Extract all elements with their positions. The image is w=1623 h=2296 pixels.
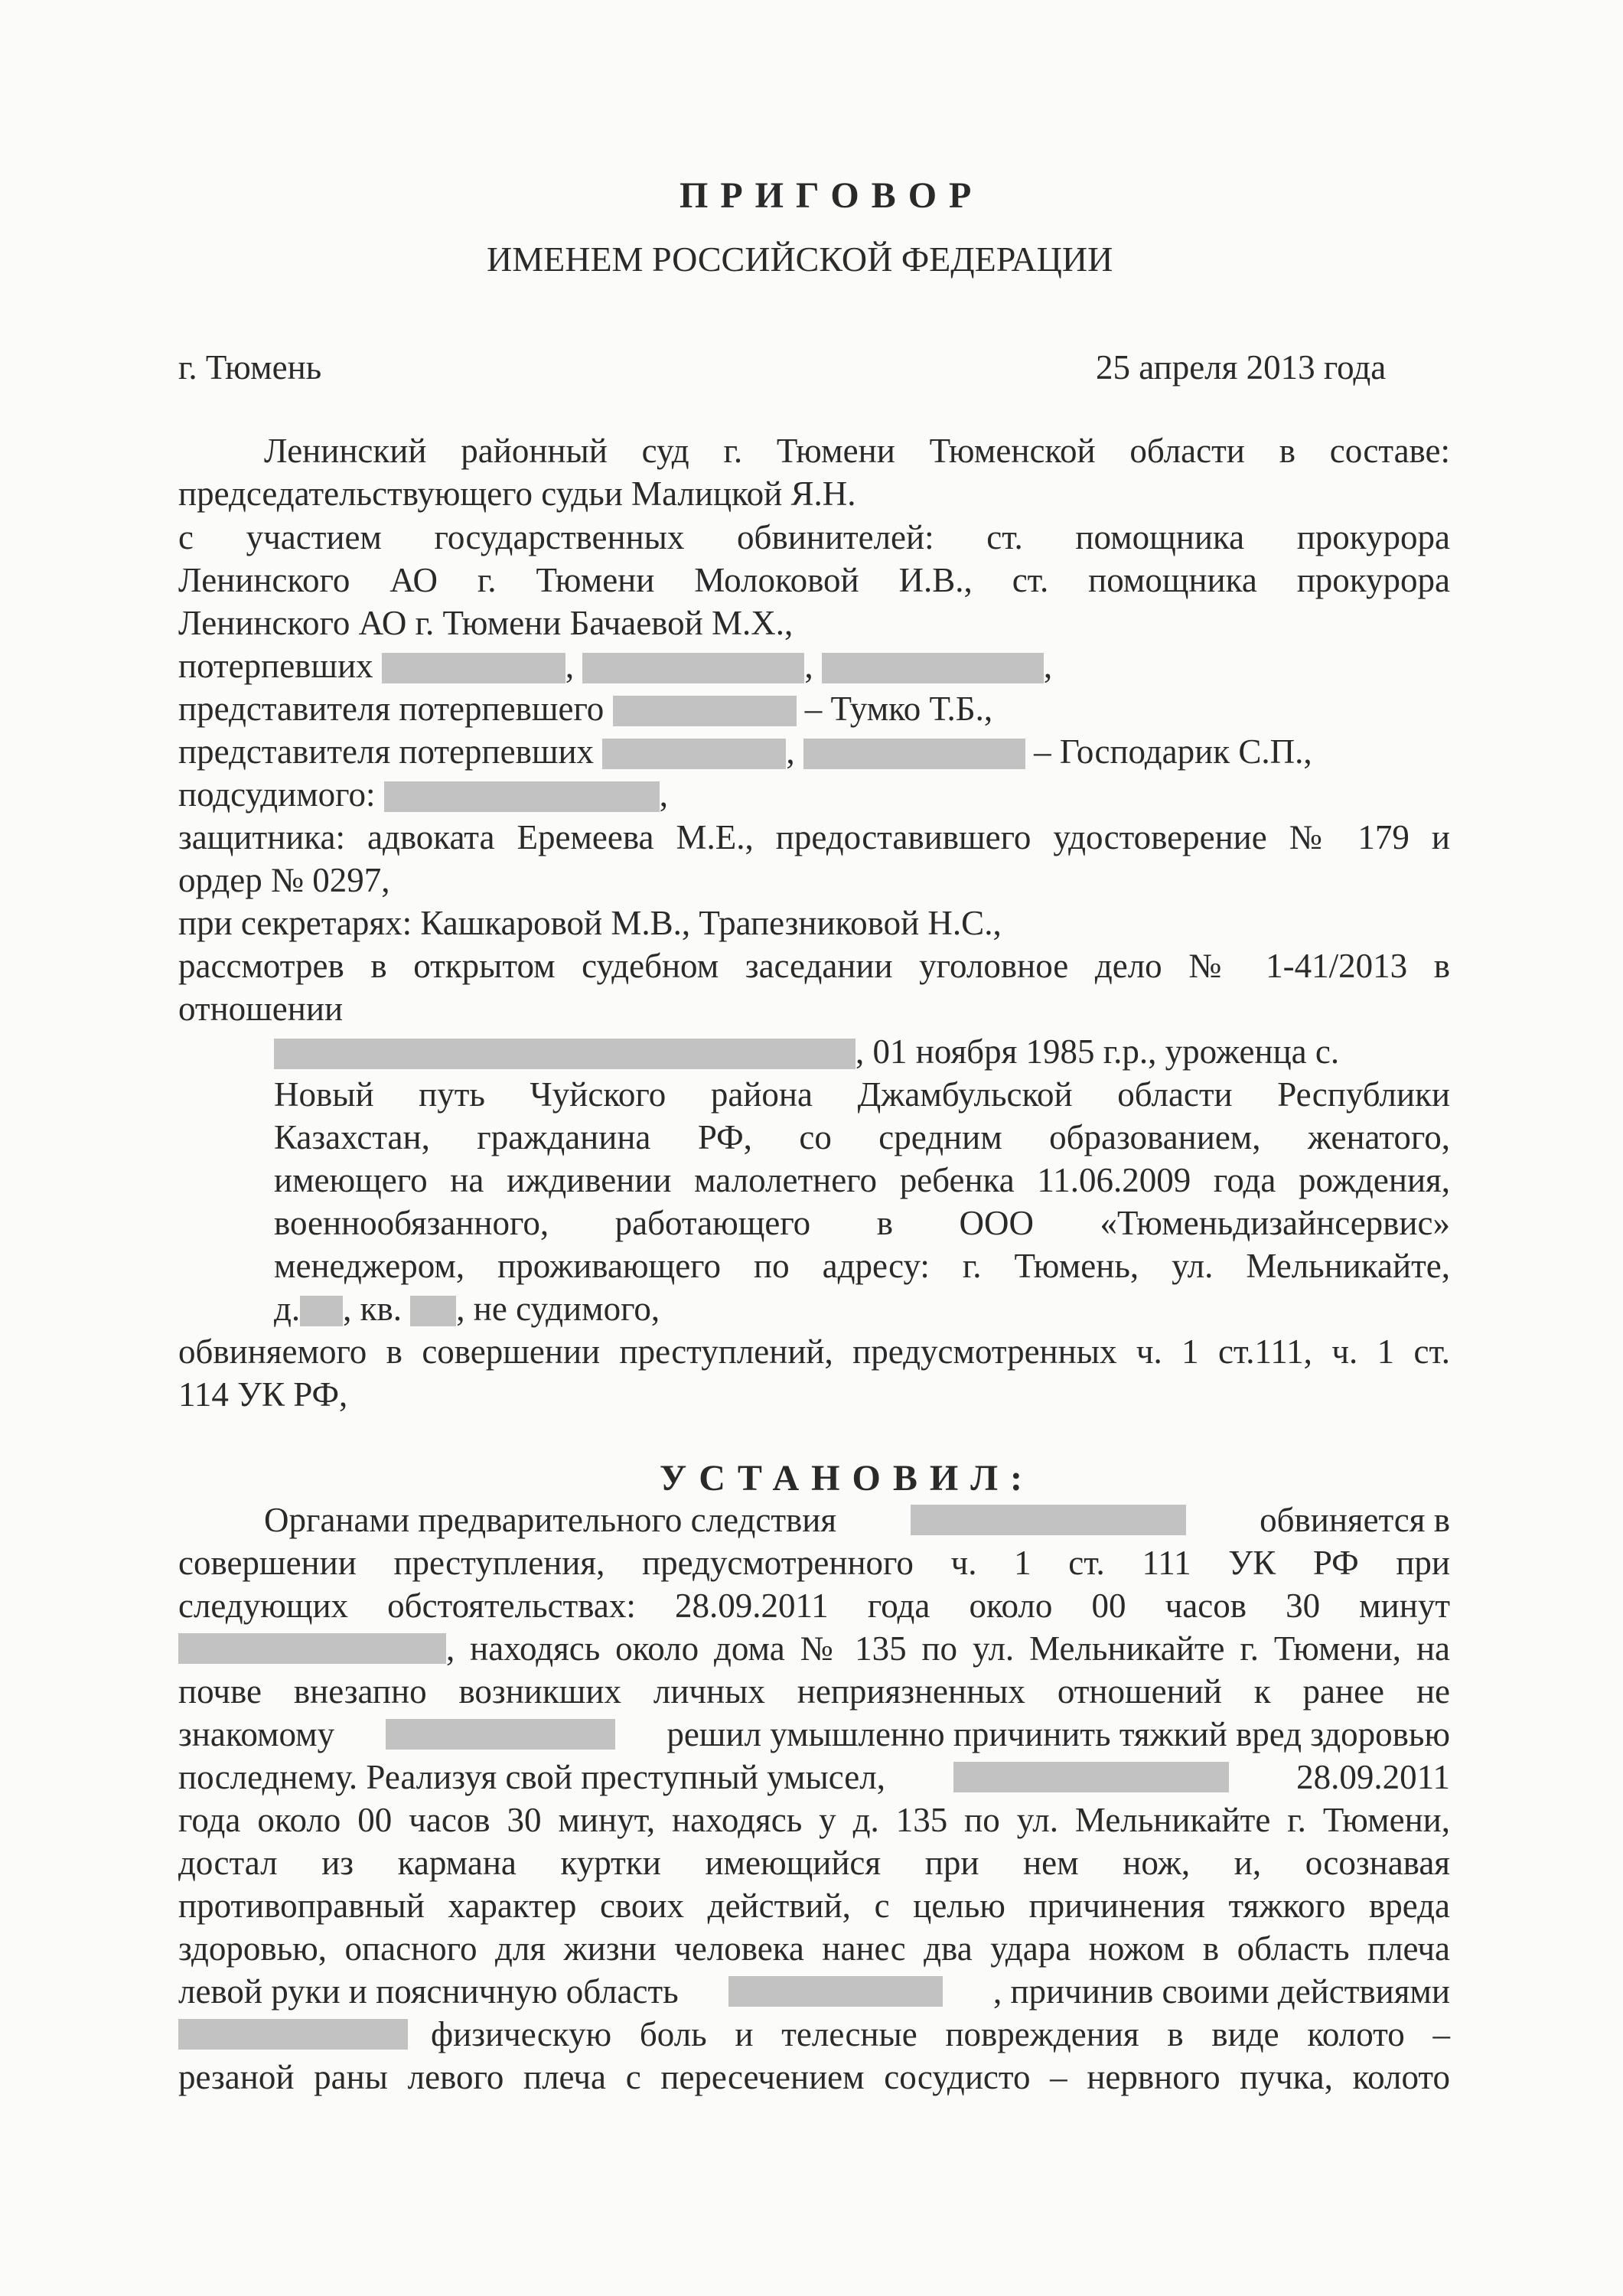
redaction-block [178, 2019, 408, 2050]
body-line [178, 1972, 1450, 2011]
redaction-block [803, 739, 1025, 769]
body-line [178, 1629, 1450, 1668]
body-text: физическую боль и телесные повреждения в виде колото – [431, 2015, 1450, 2053]
address-part: д. [274, 1290, 301, 1328]
redaction-block [274, 1039, 855, 1069]
body-text: обвиняется в [1260, 1501, 1450, 1539]
rep-victims-name: – Господарик С.П., [1034, 732, 1312, 771]
redaction-block [386, 1719, 615, 1750]
body-line: здоровью, опасного для жизни человека нанес два удара ножом в область плеча [178, 1929, 1450, 1968]
redaction-block [582, 653, 804, 683]
body-text: левой руки и поясничную область [178, 1972, 679, 2011]
defendant-label: подсудимого: [178, 775, 376, 814]
address-part: , не судимого, [456, 1290, 660, 1328]
address-part: , кв. [343, 1290, 402, 1328]
redaction-block [953, 1762, 1229, 1792]
defense-line: при секретарях: Кашкаровой М.В., Трапезниковой Н.С., [178, 904, 1002, 942]
established-heading: УСТАНОВИЛ: [660, 1458, 1035, 1499]
rep-victim-label: представителя потерпевшего [178, 690, 605, 728]
victims-line: потерпевших , , , [178, 647, 1053, 685]
victims-representative-line: представителя потерпевших , – Господарик С.П., [178, 732, 1312, 771]
body-text: , причинив своими действиями [992, 1972, 1450, 2011]
defense-line: ордер № 0297, [178, 861, 390, 899]
body-text: , находясь около дома № 135 по ул. Мельникайте г. Тюмени, на [446, 1629, 1450, 1668]
body-line: резаной раны левого плеча с пересечением сосудисто – нервного пучка, колото [178, 2058, 1450, 2096]
redaction-block [382, 653, 565, 683]
victims-label: потерпевших [178, 647, 373, 685]
defense-line: защитника: адвоката Еремеева М.Е., предоставившего удостоверение № 179 и [178, 818, 1450, 856]
bio-line: Новый путь Чуйского района Джамбульской области Республики [274, 1075, 1450, 1114]
court-line: Ленинский районный суд г. Тюмени Тюменской области в составе: [264, 432, 1450, 470]
body-line: достал из кармана куртки имеющийся при нем нож, и, осознавая [178, 1844, 1450, 1882]
document-subtitle: ИМЕНЕМ РОССИЙСКОЙ ФЕДЕРАЦИИ [487, 240, 1113, 279]
redaction-block [822, 653, 1044, 683]
court-line: председательствующего судьи Малицкой Я.Н. [178, 475, 856, 513]
body-text: решил умышленно причинить тяжкий вред здоровью [666, 1715, 1450, 1753]
body-line: года около 00 часов 30 минут, находясь у д. 135 по ул. Мельникайте г. Тюмени, [178, 1801, 1450, 1839]
bio-line: военнообязанного, работающего в ООО «Тюменьдизайнсервис» [274, 1204, 1450, 1242]
document-title: ПРИГОВОР [680, 175, 984, 216]
defense-line: отношении [178, 990, 344, 1028]
redaction-block [613, 696, 797, 726]
body-line: совершении преступления, предусмотренного ч. 1 ст. 111 УК РФ при [178, 1544, 1450, 1582]
defendant-line: подсудимого: , [178, 775, 669, 814]
body-line: противоправный характер своих действий, с целью причинения тяжкого вреда [178, 1887, 1450, 1925]
bio-first-line [274, 1032, 1340, 1071]
rep-victim-name: – Тумко Т.Б., [804, 690, 993, 728]
court-line: с участием государственных обвинителей: ст. помощника прокурора [178, 518, 1450, 556]
redaction-block [178, 1633, 446, 1664]
city: г. Тюмень [178, 348, 322, 386]
redaction-block [728, 1976, 943, 2007]
redaction-block [300, 1296, 343, 1326]
bio-line: имеющего на иждивении малолетнего ребенка 11.06.2009 года рождения, [274, 1161, 1450, 1199]
redaction-block [410, 1296, 456, 1326]
bio-line: менеджером, проживающего по адресу: г. Тюмень, ул. Мельникайте, [274, 1247, 1450, 1285]
body-text: последнему. Реализуя свой преступный умысел, [178, 1758, 885, 1796]
charge-line: обвиняемого в совершении преступлений, предусмотренных ч. 1 ст.111, ч. 1 ст. [178, 1332, 1450, 1371]
court-line: Ленинского АО г. Тюмени Бачаевой М.Х., [178, 604, 794, 642]
redaction-block [911, 1505, 1186, 1535]
bio-line: Казахстан, гражданина РФ, со средним образованием, женатого, [274, 1118, 1450, 1156]
address-line [274, 1292, 660, 1326]
victim-representative-line [178, 692, 992, 726]
body-line: почве внезапно возникших личных неприязненных отношений к ранее не [178, 1672, 1450, 1711]
rep-victims-label: представителя потерпевших [178, 732, 595, 771]
redaction-block [602, 739, 786, 769]
body-line [178, 2017, 1450, 2052]
body-line [178, 1760, 1450, 1795]
body-text: знакомому [178, 1715, 335, 1753]
body-text: Органами предварительного следствия [264, 1501, 837, 1539]
body-text: 28.09.2011 [1296, 1758, 1450, 1796]
redaction-block [384, 781, 660, 812]
body-line: следующих обстоятельствах: 28.09.2011 года около 00 часов 30 минут [178, 1587, 1450, 1625]
defense-line: рассмотрев в открытом судебном заседании уголовное дело № 1-41/2013 в [178, 947, 1450, 985]
body-line [264, 1503, 1450, 1538]
bio-first-text: , 01 ноября 1985 г.р., уроженца с. [855, 1032, 1340, 1071]
date: 25 апреля 2013 года [1096, 348, 1387, 386]
charge-line: 114 УК РФ, [178, 1375, 348, 1414]
court-line: Ленинского АО г. Тюмени Молоковой И.В., ст. помощника прокурора [178, 561, 1450, 599]
body-line [178, 1717, 1450, 1752]
